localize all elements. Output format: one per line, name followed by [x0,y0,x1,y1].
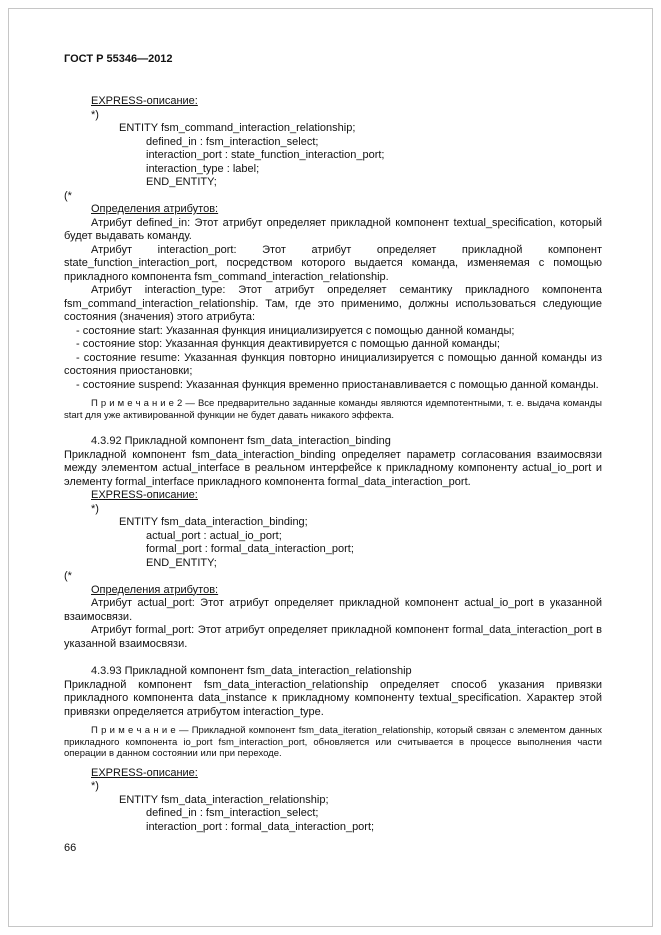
code-line: *) [91,108,99,121]
paragraph: Атрибут defined_in: Этот атрибут определяет прикладной компонент textual_specification, который будет выдавать команду. [64,216,602,242]
paragraph: Атрибут formal_port: Этот атрибут определяет прикладной компонент formal_data_interaction_port в указанной взаимосвязи. [64,624,602,650]
code-line: END_ENTITY; [146,176,217,188]
express-section-label: EXPRESS-описание: [91,95,198,107]
page-header [64,53,173,65]
code-line: END_ENTITY; [146,556,217,569]
code-line: actual_port : actual_io_port; [146,529,282,542]
express-section-label: EXPRESS-описание: [91,766,198,779]
list-item: - состояние start: Указанная функция инициализируется с помощью данной команды; [76,324,515,337]
express-section-label: Определения атрибутов: [91,203,219,215]
code-line: defined_in : fsm_interaction_select; [146,135,319,148]
express-section-label: Определения атрибутов: [91,583,219,596]
code-line: *) [91,502,99,515]
paragraph: Атрибут interaction_type: Этот атрибут определяет семантику прикладного компонента fsm_command_interaction_relationship. Там, где это применимо, должны использоваться следующие состояния (значения) этого атрибута: [64,284,602,323]
section-heading: 4.3.92 Прикладной компонент fsm_data_interaction_binding [91,435,391,447]
document-content [64,95,602,834]
code-line: ENTITY fsm_command_interaction_relationship; [119,122,356,134]
page-number: 66 [64,842,77,854]
section-heading: 4.3.93 Прикладной компонент fsm_data_interaction_relationship [91,665,412,677]
code-line: interaction_type : label; [146,162,260,175]
paragraph: Прикладной компонент fsm_data_interaction_binding определяет параметр согласования взаимосвязи между элементом actual_interface в реальном интерфейсе к прикладному компоненту actual_io_port и элементу formal_interface прикладного компонента formal_data_interaction_port. [64,448,602,488]
paragraph: Прикладной компонент fsm_data_interaction_relationship определяет способ указания привязки прикладного компонента data_instance к прикладному компоненту textual_specification. Характер этой привязки определяется атрибутом interaction_type. [64,678,602,718]
code-line: (* [64,189,72,202]
list-item: - состояние suspend: Указанная функция временно приостанавливается с помощью данной команды. [76,378,599,391]
page-footer [64,842,76,854]
note: П р и м е ч а н и е 2 — Все предварительно заданные команды являются идемпотентными, т. е. выдача команды start для уже активированной функции не будет давать никакого эффекта. [64,398,602,421]
document-page [8,8,653,927]
code-line: defined_in : fsm_interaction_select; [146,807,319,819]
note: П р и м е ч а н и е — Прикладной компонент fsm_data_iteration_relationship, который связан с элементом данных прикладного компонента io_port fsm_interaction_port, обновляется или считывается в процессе выполнения части операции в данном состоянии или при переходе. [64,725,602,759]
paragraph: Атрибут interaction_port: Этот атрибут определяет прикладной компонент state_function_interaction_port, посредством которого выдается команда, изменяемая с помощью прикладного компонента fsm_command_interaction_relationship. [64,243,602,283]
code-line: (* [64,570,72,582]
list-item: - состояние stop: Указанная функция деактивируется с помощью данной команды; [76,338,500,350]
express-section-label: EXPRESS-описание: [91,489,198,501]
code-line: interaction_port : state_function_interaction_port; [146,149,385,161]
code-line: *) [91,780,99,792]
document-number: ГОСТ Р 55346—2012 [64,53,173,65]
list-item: - состояние resume: Указанная функция повторно инициализируется с помощью данной команды из состояния приостановки; [64,351,602,377]
code-line: interaction_port : formal_data_interaction_port; [146,820,375,833]
code-line: ENTITY fsm_data_interaction_relationship; [119,793,329,806]
paragraph: Атрибут actual_port: Этот атрибут определяет прикладной компонент actual_io_port в указанной взаимосвязи. [64,597,602,623]
code-line: ENTITY fsm_data_interaction_binding; [119,516,308,528]
code-line: formal_port : formal_data_interaction_port; [146,543,354,555]
